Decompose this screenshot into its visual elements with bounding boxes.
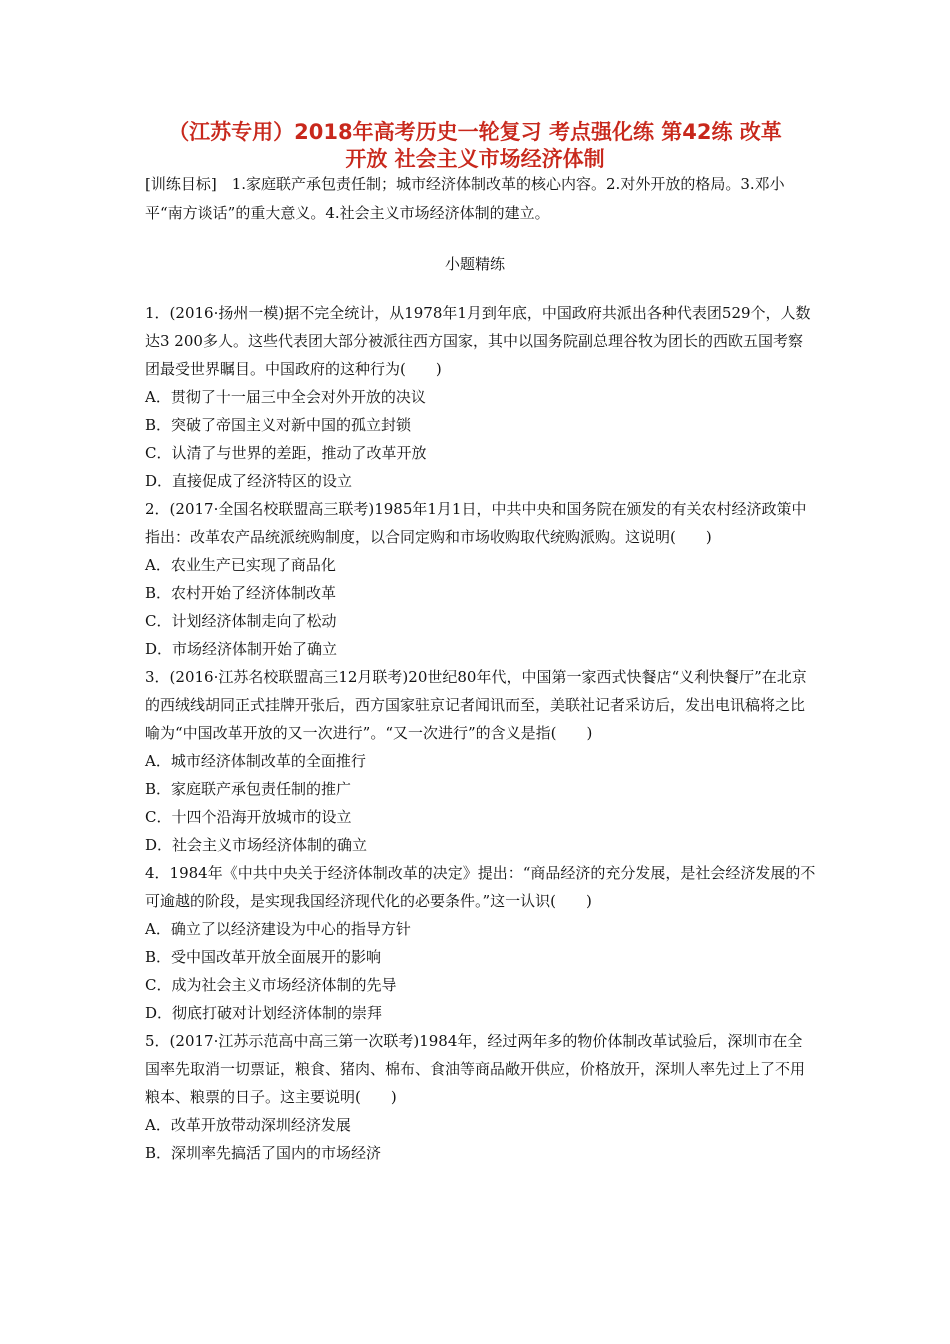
question-stem: 2．(2017·全国名校联盟高三联考)1985年1月1日，中共中央和国务院在颁发的有关农村经济政策中指出：改革农产品统派统购制度，以合同定购和市场收购取代统购派购。这说明( ) (145, 500, 807, 546)
answer-option: B．家庭联产承包责任制的推广 (145, 780, 352, 798)
title-line-2: 开放 社会主义市场经济体制 (345, 147, 605, 171)
answer-option: A．贯彻了十一届三中全会对外开放的决议 (145, 388, 426, 406)
question-stem: 3．(2016·江苏名校联盟高三12月联考)20世纪80年代，中国第一家西式快餐店“义利快餐厅”在北京的西绒线胡同正式挂牌开张后，西方国家驻京记者闻讯而至，美联社记者采访后，发出电讯稿将之比喻为“中国改革开放的又一次进行”。“又一次进行”的含义是指( ) (145, 668, 807, 742)
title-line-1: （江苏专用）2018年高考历史一轮复习 考点强化练 第42练 改革 (168, 120, 782, 144)
answer-option: D．直接促成了经济特区的设立 (145, 472, 353, 490)
answer-option: C．成为社会主义市场经济体制的先导 (145, 976, 397, 994)
answer-option: D．社会主义市场经济体制的确立 (145, 836, 368, 854)
answer-option: D．市场经济体制开始了确立 (145, 640, 338, 658)
question-4 (145, 859, 817, 1027)
answer-option: C．计划经济体制走向了松动 (145, 612, 337, 630)
answer-option: A．改革开放带动深圳经济发展 (145, 1116, 351, 1134)
answer-option: B．突破了帝国主义对新中国的孤立封锁 (145, 416, 412, 434)
question-5 (145, 1027, 817, 1167)
question-list (145, 299, 817, 1167)
answer-option: B．深圳率先搞活了国内的市场经济 (145, 1144, 382, 1162)
answer-option: C．认清了与世界的差距，推动了改革开放 (145, 444, 427, 462)
document-title (130, 119, 820, 173)
question-stem: 1．(2016·扬州一模)据不完全统计，从1978年1月到年底，中国政府共派出各种代表团529个，人数达3 200多人。这些代表团大部分被派往西方国家，其中以国务院副总理谷牧为团长的西欧五国考察团最受世界瞩目。中国政府的这种行为( ) (145, 304, 811, 378)
answer-option: A．农业生产已实现了商品化 (145, 556, 336, 574)
training-goal: [训练目标] 1.家庭联产承包责任制；城市经济体制改革的核心内容。2.对外开放的格局。3.邓小平“南方谈话”的重大意义。4.社会主义市场经济体制的建立。 (145, 175, 785, 222)
answer-option: A．确立了以经济建设为中心的指导方针 (145, 920, 411, 938)
answer-option: B．农村开始了经济体制改革 (145, 584, 337, 602)
question-stem: 4．1984年《中共中央关于经济体制改革的决定》提出：“商品经济的充分发展，是社会经济发展的不可逾越的阶段，是实现我国经济现代化的必要条件。”这一认识( ) (145, 864, 816, 910)
question-1 (145, 299, 817, 495)
question-stem: 5．(2017·江苏示范高中高三第一次联考)1984年，经过两年多的物价体制改革试验后，深圳市在全国率先取消一切票证，粮食、猪肉、棉布、食油等商品敞开供应，价格放开，深圳人率先过上了不用粮本、粮票的日子。这主要说明( ) (145, 1032, 806, 1106)
answer-option: D．彻底打破对计划经济体制的崇拜 (145, 1004, 383, 1022)
question-3 (145, 663, 817, 859)
answer-option: A．城市经济体制改革的全面推行 (145, 752, 366, 770)
question-2 (145, 495, 817, 663)
answer-option: C．十四个沿海开放城市的设立 (145, 808, 352, 826)
section-title: 小题精练 (444, 255, 505, 273)
answer-option: B．受中国改革开放全面展开的影响 (145, 948, 382, 966)
